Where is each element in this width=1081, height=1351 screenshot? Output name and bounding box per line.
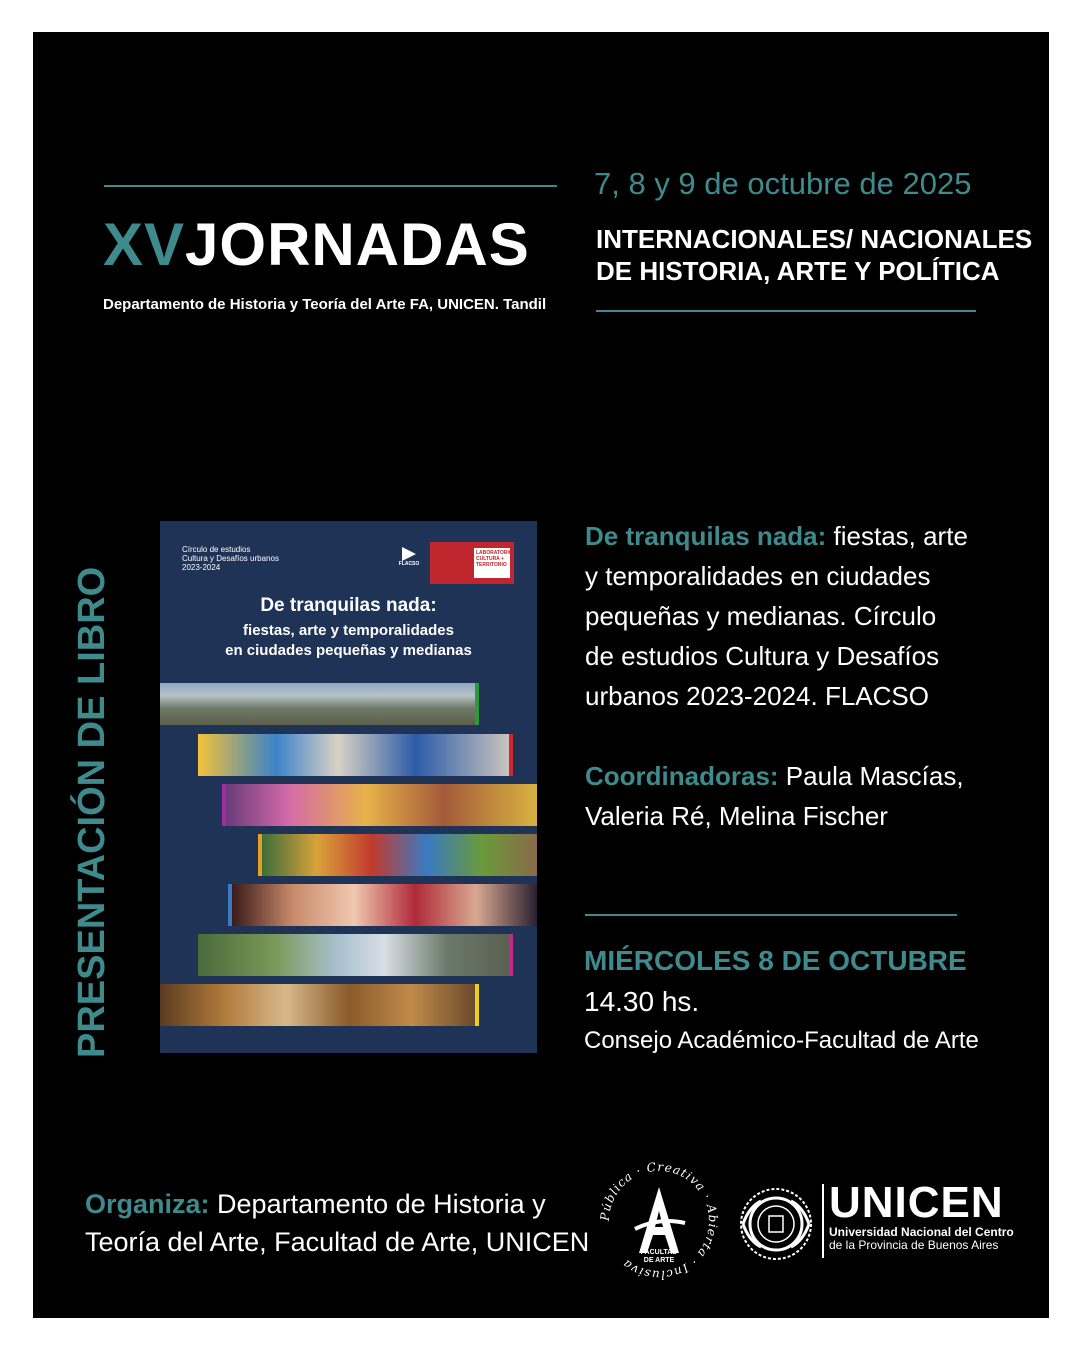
coordinators-label: Coordinadoras: bbox=[585, 761, 779, 791]
book-cover bbox=[160, 521, 537, 1053]
facultad-arte-emblem bbox=[595, 1157, 723, 1285]
coordinators-line-1 bbox=[585, 756, 1025, 796]
cover-photo-city bbox=[160, 683, 475, 725]
unicen-seal-icon bbox=[739, 1187, 813, 1261]
poster bbox=[33, 32, 1049, 1318]
organizer bbox=[85, 1185, 589, 1261]
cover-photo-crafts bbox=[226, 784, 537, 826]
cover-photo-drums bbox=[160, 984, 475, 1026]
cover-strip-accent bbox=[509, 934, 513, 976]
event-title-main: JORNADAS bbox=[185, 211, 530, 278]
unicen-line-1: Universidad Nacional del Centro bbox=[829, 1225, 1014, 1239]
event-title-prefix: XV bbox=[103, 211, 186, 278]
cover-series-line-1: Círculo de estudios bbox=[182, 545, 251, 554]
cover-strip-accent bbox=[475, 683, 479, 725]
cover-strip-accent bbox=[258, 834, 262, 876]
description-line-1 bbox=[585, 516, 1025, 556]
organizer-line-1 bbox=[85, 1185, 589, 1223]
schedule-place: Consejo Académico-Facultad de Arte bbox=[584, 1027, 979, 1054]
event-title bbox=[103, 211, 530, 278]
faculty-badge bbox=[430, 542, 514, 584]
description-line-1-rest: fiestas, arte bbox=[826, 521, 968, 551]
flacso-logo bbox=[395, 547, 423, 567]
description-line-3: pequeñas y medianas. Círculo bbox=[585, 601, 937, 631]
organizer-line-2: Teoría del Arte, Facultad de Arte, UNICEN bbox=[85, 1227, 590, 1257]
department-line: Departamento de Historia y Teoría del Arte FA, UNICEN. Tandil bbox=[103, 296, 547, 313]
section-label-vertical: PRESENTACIÓN DE LIBRO bbox=[71, 566, 113, 1058]
schedule-rule bbox=[585, 914, 957, 916]
organizer-label: Organiza: bbox=[85, 1189, 210, 1219]
description-line-2: y temporalidades en ciudades bbox=[585, 561, 931, 591]
cover-photo-dancers bbox=[232, 884, 537, 926]
description-line-5: urbanos 2023-2024. FLACSO bbox=[585, 681, 929, 711]
subtitle-line-2: DE HISTORIA, ARTE Y POLÍTICA bbox=[596, 256, 1000, 286]
cover-photo-mural bbox=[262, 834, 537, 876]
facultad-logo-line-2: DE ARTE bbox=[643, 1257, 675, 1264]
cover-series-line-2: Cultura y Desafíos urbanos bbox=[182, 554, 279, 563]
header-rule-left bbox=[104, 185, 557, 187]
facultad-logo-text bbox=[635, 1249, 683, 1265]
schedule-time: 14.30 hs. bbox=[584, 986, 700, 1017]
event-subtitle bbox=[596, 223, 1032, 287]
cover-subtitle-line-2: en ciudades pequeñas y medianas bbox=[225, 642, 472, 659]
facultad-logo-line-1: FACULTAD bbox=[640, 1249, 678, 1256]
facultad-ring-text: Pública · Creativa · Abierta · Inclusiva bbox=[597, 1159, 721, 1283]
facultad-arte-logo bbox=[595, 1157, 723, 1285]
unicen-seal bbox=[739, 1187, 813, 1261]
flacso-icon bbox=[402, 547, 416, 561]
unicen-divider bbox=[822, 1184, 824, 1258]
event-dates: 7, 8 y 9 de octubre de 2025 bbox=[594, 166, 972, 201]
cover-strip-accent bbox=[228, 884, 232, 926]
coordinators-names-1: Paula Mascías, bbox=[778, 761, 964, 791]
description-line-4: de estudios Cultura y Desafíos bbox=[585, 641, 940, 671]
cover-subtitle-line-1: fiestas, arte y temporalidades bbox=[243, 622, 454, 639]
cover-photo-river bbox=[198, 934, 509, 976]
unicen-wordmark bbox=[829, 1180, 1014, 1252]
subtitle-line-1: INTERNACIONALES/ NACIONALES bbox=[596, 224, 1033, 254]
organizer-text-1: Departamento de Historia y bbox=[209, 1189, 546, 1219]
cover-series-years: 2023-2024 bbox=[182, 563, 221, 572]
header-rule-right bbox=[596, 310, 976, 312]
cover-strip-accent bbox=[509, 734, 513, 776]
cover-strip-accent bbox=[475, 984, 479, 1026]
flacso-label: FLACSO bbox=[398, 561, 420, 567]
book-description bbox=[585, 516, 1025, 716]
cover-strip-accent bbox=[222, 784, 226, 826]
coordinators bbox=[585, 756, 1025, 836]
book-title-highlight: De tranquilas nada: bbox=[585, 521, 827, 551]
cover-subtitle bbox=[160, 621, 537, 661]
coordinators-line-2: Valeria Ré, Melina Fischer bbox=[585, 801, 888, 831]
unicen-line-2: de la Provincia de Buenos Aires bbox=[829, 1238, 999, 1252]
lab-logo: LABORATORIO CULTURA + TERRITORIO bbox=[474, 548, 510, 578]
unicen-name: UNICEN bbox=[829, 1178, 1004, 1227]
cover-series bbox=[182, 545, 279, 572]
cover-title: De tranquilas nada: bbox=[260, 595, 437, 616]
schedule-day: MIÉRCOLES 8 DE OCTUBRE bbox=[584, 945, 967, 976]
cover-photo-street bbox=[198, 734, 509, 776]
